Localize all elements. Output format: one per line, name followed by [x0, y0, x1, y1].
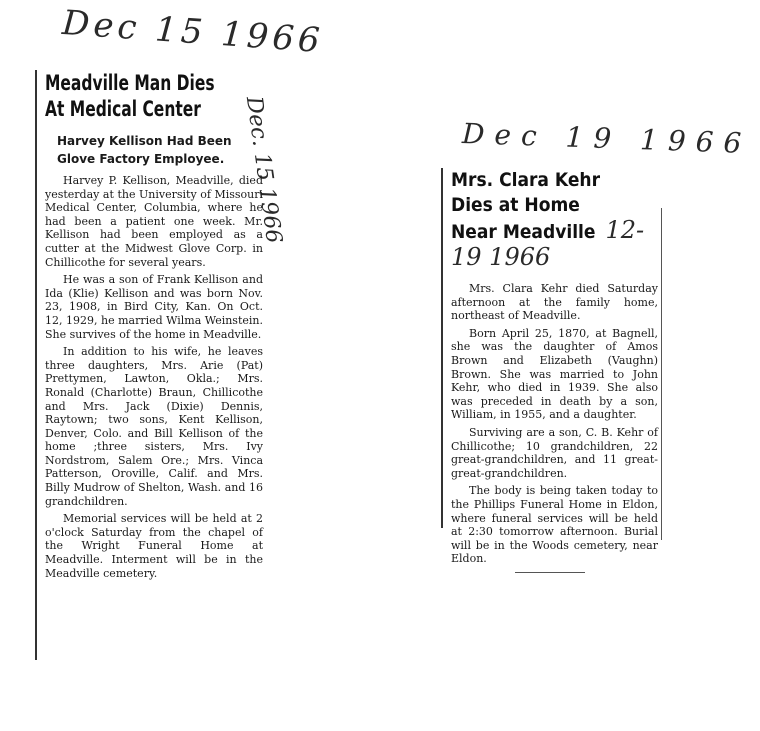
handwritten-date-side: Dec. 15 1966	[240, 94, 287, 245]
article-body	[451, 282, 658, 566]
column-rule	[35, 70, 37, 660]
paragraph: Surviving are a son, C. B. Kehr of Chillicothe; 10 grandchildren, 22 great-grandchildren, and 11 great-great-grandchildren.	[451, 425, 658, 480]
paragraph: Born April 25, 1870, at Bagnell, she was the daughter of Amos Brown and Elizabeth (Vaughn) Brown. She was married to John Kehr, who died in 1939. She also was preceded in death by a son, William, in 1955, and a daughter.	[451, 326, 658, 422]
headline	[45, 70, 266, 122]
column-rule	[441, 168, 443, 528]
paragraph: Memorial services will be held at 2 o'clock Saturday from the chapel of the Wright Funeral Home at Meadville. Interment will be in the Meadville cemetery.	[45, 512, 263, 580]
paragraph: The body is being taken today to the Phillips Funeral Home in Eldon, where funeral services will be held at 2:30 tomorrow afternoon. Burial will be in the Woods cemetery, near Eldon.	[451, 484, 658, 566]
paragraph: Harvey P. Kellison, Meadville, died yesterday at the University of Missouri Medical Center, Columbia, where he had been a patient one week. Mr. Kellison had been employed as a cutter at the Midwest Glove Corp. in Chillicothe for several years.	[45, 174, 263, 269]
handwritten-inline-date: 12-19 1966	[451, 216, 645, 271]
paragraph: In addition to his wife, he leaves three daughters, Mrs. Arie (Pat) Prettymen, Lawton, Okla.; Mrs. Ronald (Charlotte) Braun, Chillicothe and Mrs. Jack (Dixie) Dennis, Raytown; two sons, Kent Kellison, Denver, Colo. and Bill Kellison of the home ;three sisters, Mrs. Ivy Nordstrom, Salem Ore.; Mrs. Vinca Patterson, Oroville, Calif. and Mrs. Billy Mudrow of Shelton, Wash. and 16 grandchildren.	[45, 345, 263, 508]
handwritten-date-right: Dec 19 1966	[461, 116, 752, 161]
column-rule-right	[661, 208, 662, 540]
headline-line-2: At Medical Center	[45, 97, 201, 121]
end-rule	[515, 572, 585, 573]
headline	[451, 168, 658, 272]
paragraph: He was a son of Frank Kellison and Ida (Klie) Kellison and was born Nov. 23, 1908, in Bird City, Kan. On Oct. 12, 1929, he married Wilma Weinstein. She survives of the home in Meadville.	[45, 273, 263, 341]
headline-line-1: Meadville Man Dies	[45, 71, 215, 95]
headline-line-3: Near Meadville 12-19 1966	[451, 216, 645, 271]
clipping-kehr	[441, 168, 658, 573]
subheadline	[57, 132, 263, 168]
headline-line-2: Dies at Home	[451, 194, 580, 216]
article-body	[45, 174, 263, 580]
subheadline-line-2: Glove Factory Employee.	[57, 152, 225, 166]
handwritten-date-top: Dec 15 1966	[60, 2, 325, 62]
subheadline-line-1: Harvey Kellison Had Been	[57, 134, 232, 148]
clipping-kellison	[35, 70, 263, 584]
headline-line-1: Mrs. Clara Kehr	[451, 169, 601, 191]
paragraph: Mrs. Clara Kehr died Saturday afternoon at the family home, northeast of Meadville.	[451, 282, 658, 323]
